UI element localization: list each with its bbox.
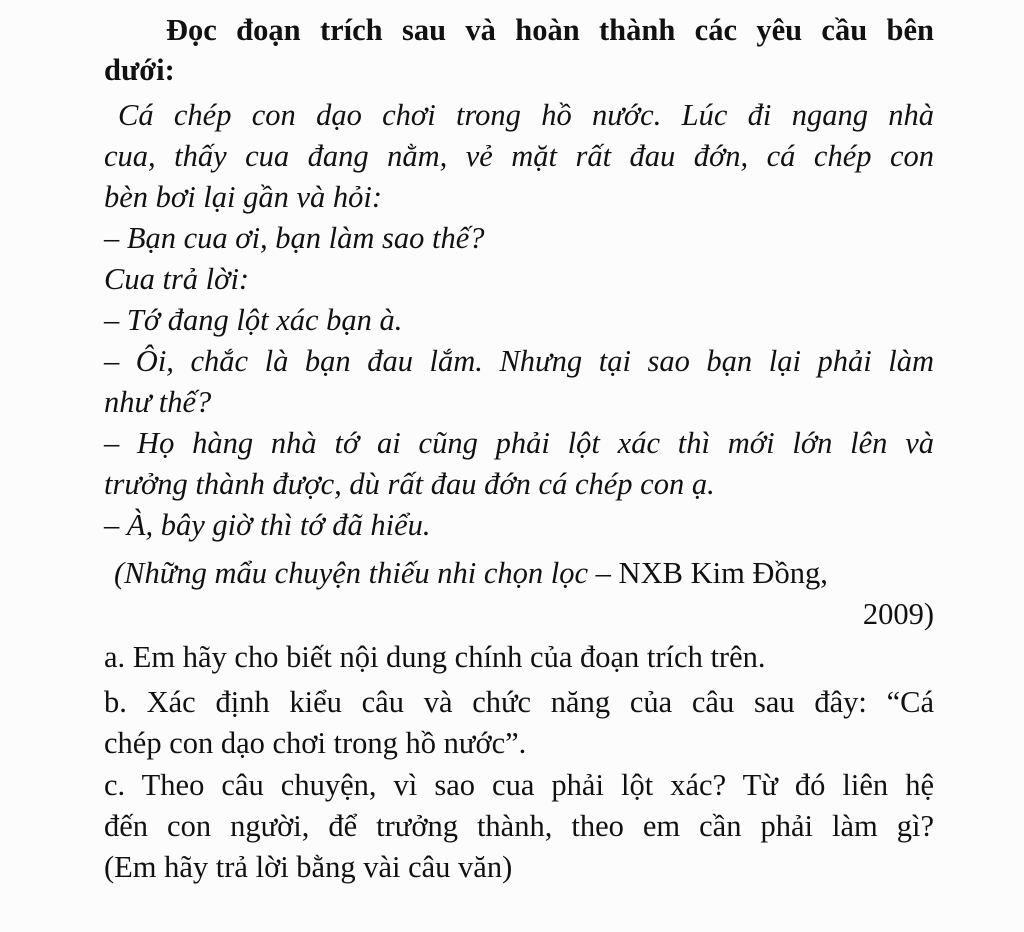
excerpt-line-10: trưởng thành được, dù rất đau đớn cá chép con ạ. [104,467,715,501]
source-publisher: – NXB Kim Đồng, [588,556,828,590]
excerpt-line-7: – Ôi, chắc là bạn đau lắm. Nhưng tại sao bạn lại phải làm [104,344,934,378]
source-open-paren: ( [114,556,125,590]
question-b-line-1: b. Xác định kiểu câu và chức năng của câu sau đây: “Cá [104,685,934,719]
excerpt-line-8: như thế? [104,385,212,419]
excerpt-line-2: cua, thấy cua đang nằm, vẻ mặt rất đau đớn, cá chép con [104,139,934,173]
source-year: 2009) [862,597,934,631]
heading-line-1: Đọc đoạn trích sau và hoàn thành các yêu cầu bên [166,13,934,47]
heading-line-2: dưới: [104,53,175,87]
source-citation [114,553,934,593]
question-c-line-3: (Em hãy trả lời bằng vài câu văn) [104,850,513,884]
excerpt-line-11: – À, bây giờ thì tớ đã hiểu. [104,508,431,542]
excerpt-line-5: Cua trả lời: [104,262,250,296]
question-b-line-2: chép con dạo chơi trong hồ nước”. [104,726,527,760]
excerpt-line-9: – Họ hàng nhà tớ ai cũng phải lột xác thì mới lớn lên và [104,426,934,460]
question-a: a. Em hãy cho biết nội dung chính của đoạn trích trên. [104,640,766,674]
question-c-line-1: c. Theo câu chuyện, vì sao cua phải lột xác? Từ đó liên hệ [104,768,934,802]
source-title: Những mẩu chuyện thiếu nhi chọn lọc [124,556,589,590]
excerpt-line-1: Cá chép con dạo chơi trong hồ nước. Lúc đi ngang nhà [118,98,934,132]
excerpt-line-4: – Bạn cua ơi, bạn làm sao thế? [104,221,485,255]
excerpt-line-6: – Tớ đang lột xác bạn à. [104,303,403,337]
excerpt-line-3: bèn bơi lại gần và hỏi: [104,180,383,214]
question-c-line-2: đến con người, để trưởng thành, theo em cần phải làm gì? [104,809,934,843]
